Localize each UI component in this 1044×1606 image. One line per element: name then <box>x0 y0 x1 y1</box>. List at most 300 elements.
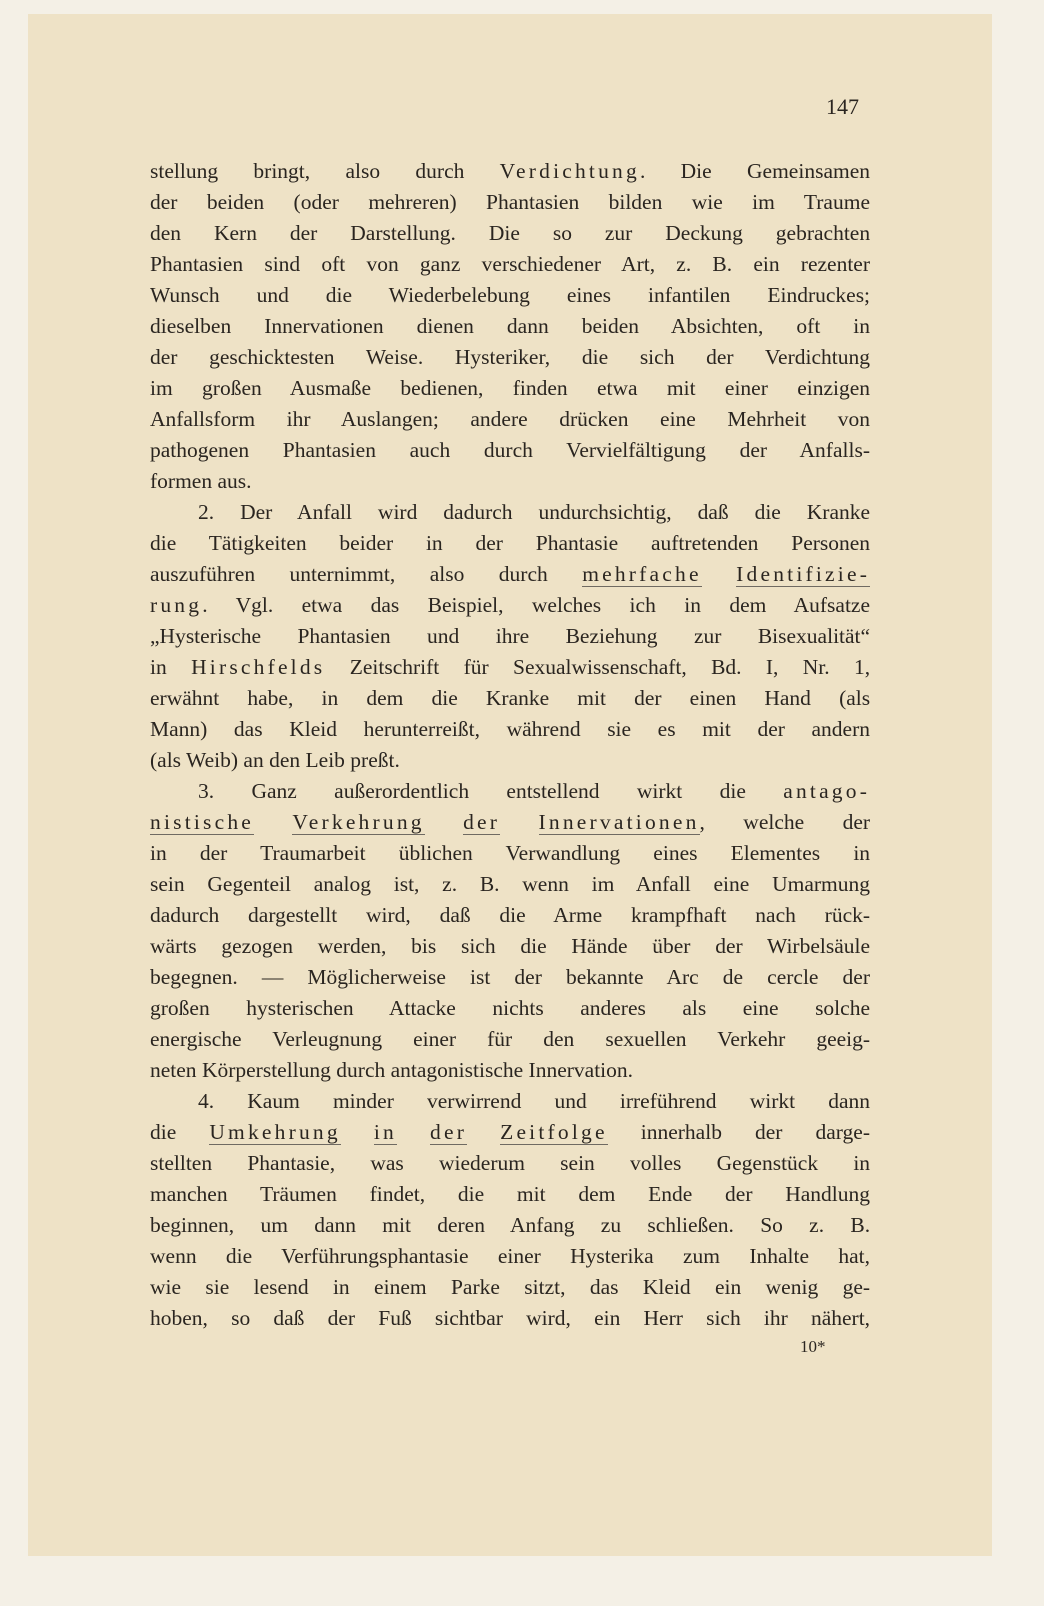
word: Zeitschrift <box>349 655 440 679</box>
word: Wunsch <box>150 283 220 307</box>
word: dann <box>314 1213 356 1237</box>
word: Hände <box>571 934 628 958</box>
text-line <box>150 838 870 869</box>
word: das <box>233 717 263 741</box>
word: Leib <box>305 748 345 772</box>
word: einzigen <box>797 376 871 400</box>
word: Körperstellung <box>201 1058 331 1082</box>
word: 4. <box>198 1089 215 1113</box>
text-line <box>150 745 870 776</box>
text-line <box>150 156 870 187</box>
word: die <box>499 903 526 927</box>
word: andern <box>811 717 870 741</box>
word: durch <box>498 562 548 586</box>
word: die <box>520 934 547 958</box>
word: für <box>463 655 489 679</box>
word: so <box>552 221 572 245</box>
word: ihre <box>495 624 530 648</box>
word: mehreren) <box>368 190 457 214</box>
word: bedienen, <box>400 376 484 400</box>
word: Phantasien <box>282 438 376 462</box>
word: Phantasie <box>535 531 619 555</box>
word: sexuellen <box>605 1027 687 1051</box>
word: Kleid <box>289 717 337 741</box>
word: beginnen, <box>150 1213 235 1237</box>
word: minder <box>332 1089 394 1113</box>
word: habe, <box>247 686 294 710</box>
word: Bisexualität“ <box>757 624 871 648</box>
word: z. <box>809 1213 825 1237</box>
word: der <box>475 531 503 555</box>
word: wird, <box>526 1306 571 1330</box>
emphasized-word: rung <box>150 593 203 617</box>
word: Handlung <box>785 1182 871 1206</box>
word: Kranke <box>806 500 871 524</box>
word: der <box>739 438 768 462</box>
word: „Hysterische <box>150 624 262 648</box>
word: so <box>231 1306 251 1330</box>
word: Gegenstück <box>716 1151 819 1175</box>
word: Wiederbelebung <box>388 283 530 307</box>
word: Anfall <box>635 872 691 896</box>
word: stellung <box>150 159 219 183</box>
word: Kleid <box>642 1275 691 1299</box>
word: unternimmt, <box>289 562 396 586</box>
word: lesend <box>253 1275 309 1299</box>
word: Arme <box>553 903 603 927</box>
text-line <box>150 1148 870 1179</box>
word: beider <box>339 531 394 555</box>
word: hat, <box>838 1244 870 1268</box>
word: Art, <box>621 252 656 276</box>
word: Verführungsphantasie <box>281 1244 469 1268</box>
text-line <box>150 1117 870 1148</box>
word: wie <box>691 190 723 214</box>
word: die <box>457 1182 485 1206</box>
emphasized-word: Verkehrung <box>292 810 425 834</box>
word: der <box>634 686 662 710</box>
word: sind <box>264 252 301 276</box>
word: de <box>722 965 744 989</box>
word: den <box>150 221 182 245</box>
word: ist, <box>393 872 420 896</box>
emphasized-word: nistische <box>150 810 255 834</box>
word: preßt. <box>350 748 400 772</box>
word: die <box>225 1244 253 1268</box>
word: Phantasien <box>486 190 580 214</box>
page-number: 147 <box>826 94 859 119</box>
word: und <box>427 624 460 648</box>
word: oft <box>796 314 821 338</box>
word: Innervation. <box>528 1058 634 1082</box>
word: So <box>760 1213 783 1237</box>
text-line <box>150 497 870 528</box>
word: Herr <box>643 1306 683 1330</box>
word: wenig <box>765 1275 819 1299</box>
emphasized-word: Identifizie- <box>736 562 871 586</box>
word: nähert, <box>810 1306 871 1330</box>
word: eines <box>653 841 698 865</box>
word: großen <box>150 996 210 1020</box>
word: und <box>256 283 289 307</box>
word: undurchsichtig, <box>538 500 672 524</box>
text-line <box>150 466 870 497</box>
text-line <box>150 931 870 962</box>
word: im <box>150 376 173 400</box>
word: der <box>514 965 542 989</box>
word: Verleugnung <box>272 1027 383 1051</box>
word: wie <box>150 1275 182 1299</box>
word: welches <box>531 593 602 617</box>
word: der <box>757 717 785 741</box>
word: bilden <box>608 190 663 214</box>
word: B. <box>712 252 733 276</box>
word: — <box>261 965 284 989</box>
word: energische <box>150 1027 242 1051</box>
word: Absichten, <box>670 314 764 338</box>
text-line <box>150 1303 870 1334</box>
text-line <box>150 714 870 745</box>
text-line <box>150 404 870 435</box>
word: Anfall <box>297 500 352 524</box>
text-line <box>150 1210 870 1241</box>
word: sie <box>205 1275 230 1299</box>
word: sich <box>706 1306 741 1330</box>
word: während <box>506 717 581 741</box>
word: herunterreißt, <box>363 717 480 741</box>
emphasized-word: Verdichtung <box>499 159 640 183</box>
word: den <box>543 1027 575 1051</box>
word: dem <box>729 593 767 617</box>
word: B. <box>850 1213 871 1237</box>
word: volles <box>630 1151 682 1175</box>
word: wirkt <box>749 1089 796 1113</box>
word: gezogen <box>221 934 293 958</box>
word: Verkehr <box>717 1027 786 1051</box>
text-line <box>150 807 870 838</box>
text-line <box>150 559 870 590</box>
word: die <box>754 500 781 524</box>
word: dadurch <box>443 500 513 524</box>
word: Hysteriker, <box>454 345 551 369</box>
word: mit <box>666 376 696 400</box>
word: Wirbelsäule <box>767 934 871 958</box>
word: (oder <box>293 190 339 214</box>
word: wiederum <box>438 1151 525 1175</box>
text-line <box>150 218 870 249</box>
word: dem <box>366 686 404 710</box>
word: dann <box>506 314 549 338</box>
word: daß <box>697 500 729 524</box>
text-line <box>150 1241 870 1272</box>
word: 1, <box>853 655 871 679</box>
word: Ganz <box>251 779 297 803</box>
word: mit <box>516 1182 546 1206</box>
word: Die <box>680 159 712 183</box>
word: Beispiel, <box>427 593 504 617</box>
word: durch <box>415 159 465 183</box>
word: stellten <box>150 1151 213 1175</box>
word: oft <box>321 252 346 276</box>
emphasized-word: Umkehrung <box>209 1120 341 1144</box>
signature-mark: 10* <box>800 1337 826 1356</box>
word: Mann) <box>150 717 208 741</box>
word: pathogenen <box>150 438 250 462</box>
word: der <box>842 810 871 834</box>
word: Aufsatze <box>793 593 870 617</box>
emphasized-word: der <box>430 1120 468 1144</box>
word: einer <box>413 1027 457 1051</box>
word: entstellend <box>506 779 600 803</box>
word: dargestellt <box>248 903 338 927</box>
text-line <box>150 311 870 342</box>
word: formen <box>150 469 213 493</box>
text-line <box>150 776 870 807</box>
word: begegnen. <box>150 965 238 989</box>
word: hoben, <box>150 1306 208 1330</box>
word: welche <box>743 810 805 834</box>
word: wärts <box>150 934 197 958</box>
word: zur <box>693 624 722 648</box>
word: Innervationen <box>264 314 384 338</box>
word: der <box>715 934 743 958</box>
word: Vervielfältigung <box>566 438 706 462</box>
word: antagonistische <box>390 1058 524 1082</box>
word: für <box>487 1027 513 1051</box>
word: Möglicherweise <box>307 965 446 989</box>
word: wenn <box>150 1244 197 1268</box>
word: in <box>150 655 167 679</box>
emphasized-word: mehrfache <box>582 562 702 586</box>
text-line <box>150 435 870 466</box>
word: Phantasien <box>150 252 244 276</box>
word: eine <box>713 872 750 896</box>
word: in <box>321 686 339 710</box>
word: dem <box>578 1182 616 1206</box>
text-line <box>150 249 870 280</box>
word: durch <box>336 1058 386 1082</box>
word: Phantasien <box>297 624 391 648</box>
word: Umarmung <box>772 872 870 896</box>
word: im <box>591 872 615 896</box>
word: geeig- <box>816 1027 871 1051</box>
word: auszuführen <box>150 562 256 586</box>
word: 3. <box>198 779 215 803</box>
word: zu <box>600 1213 622 1237</box>
word: sie <box>607 717 632 741</box>
word: Deckung <box>665 221 743 245</box>
word: ihr <box>763 1306 788 1330</box>
word: findet, <box>369 1182 426 1206</box>
word: in <box>853 314 871 338</box>
word: der <box>199 841 228 865</box>
word: also <box>345 159 381 183</box>
word: der <box>327 1306 356 1330</box>
word: Hysterika <box>570 1244 654 1268</box>
word: deren <box>437 1213 485 1237</box>
word: solche <box>815 996 870 1020</box>
word: . <box>639 159 646 183</box>
word: Kaum <box>247 1089 300 1113</box>
word: , <box>699 810 705 834</box>
word: und <box>554 1089 587 1113</box>
word: Traume <box>803 190 870 214</box>
word: Ausmaße <box>289 376 372 400</box>
text-line <box>150 187 870 218</box>
word: bringt, <box>253 159 311 183</box>
text-line <box>150 1055 870 1086</box>
word: bis <box>411 934 437 958</box>
word: es <box>657 717 676 741</box>
word: die <box>150 1120 177 1144</box>
word: Tätigkeiten <box>208 531 307 555</box>
text-line <box>150 280 870 311</box>
word: Fuß <box>378 1306 412 1330</box>
word: einer <box>497 1244 541 1268</box>
text-line <box>150 1272 870 1303</box>
word: über <box>652 934 691 958</box>
word: in <box>425 531 443 555</box>
word: ein <box>753 252 780 276</box>
word: rück- <box>824 903 871 927</box>
body-text <box>150 156 870 1334</box>
word: analog <box>313 872 371 896</box>
word: sein <box>560 1151 595 1175</box>
word: z. <box>442 872 458 896</box>
word: dienen <box>416 314 474 338</box>
word: irreführend <box>619 1089 717 1113</box>
word: ein <box>715 1275 742 1299</box>
word: hysterischen <box>246 996 354 1020</box>
word: beiden <box>581 314 640 338</box>
word: sein <box>150 872 185 896</box>
emphasized-word: Innervationen <box>538 810 700 834</box>
word: auch <box>409 438 451 462</box>
word: einer <box>724 376 768 400</box>
word: das <box>370 593 400 617</box>
word: eine <box>660 407 696 431</box>
text-line <box>150 652 870 683</box>
word: verschiedener <box>481 252 602 276</box>
word: der <box>706 345 734 369</box>
word: ihr <box>286 407 311 431</box>
word: der <box>150 190 178 214</box>
text-line <box>150 900 870 931</box>
text-line <box>150 1086 870 1117</box>
word: finden <box>512 376 568 400</box>
word: Anfang <box>510 1213 575 1237</box>
text-line <box>150 683 870 714</box>
word: der <box>842 965 870 989</box>
word: drücken <box>559 407 629 431</box>
emphasized-word: Hirschfelds <box>191 655 326 679</box>
word: Eindruckes; <box>767 283 871 307</box>
word: ich <box>629 593 656 617</box>
word: dann <box>828 1089 871 1113</box>
word: innerhalb <box>640 1120 722 1144</box>
word: neten <box>150 1058 197 1082</box>
word: in <box>853 1151 871 1175</box>
word: geschicktesten <box>209 345 335 369</box>
word: Ende <box>648 1182 693 1206</box>
word: Sexualwissenschaft, <box>513 655 687 679</box>
word: mit <box>382 1213 411 1237</box>
word: (als <box>839 686 871 710</box>
word: Gemeinsamen <box>747 159 871 183</box>
word: erwähnt <box>150 686 220 710</box>
word: auftretenden <box>650 531 759 555</box>
word: der <box>150 345 178 369</box>
word: im <box>752 190 775 214</box>
word: wenn <box>522 872 569 896</box>
word: Attacke <box>388 996 456 1020</box>
word: Beziehung <box>565 624 658 648</box>
word: Nr. <box>802 655 830 679</box>
word: der <box>289 221 318 245</box>
word: wirkt <box>636 779 683 803</box>
text-line <box>150 590 870 621</box>
word: in <box>684 593 701 617</box>
emphasized-word: der <box>463 810 501 834</box>
word: Weib) <box>186 748 239 772</box>
word: verwirrend <box>427 1089 522 1113</box>
word: Kern <box>213 221 257 245</box>
word: zur <box>604 221 633 245</box>
word: Kranke <box>485 686 550 710</box>
word: (als <box>150 748 182 772</box>
word: anderes <box>580 996 646 1020</box>
word: wird <box>377 500 418 524</box>
word: Träumen <box>259 1182 337 1206</box>
word: wird, <box>365 903 411 927</box>
word: Vgl. <box>235 593 274 617</box>
word: gebrachten <box>775 221 871 245</box>
word: einen <box>689 686 737 710</box>
word: mit <box>702 717 731 741</box>
text-line <box>150 1024 870 1055</box>
word: Phantasie, <box>247 1151 336 1175</box>
word: nichts <box>492 996 544 1020</box>
word: Traumarbeit <box>260 841 366 865</box>
word: durch <box>483 438 533 462</box>
word: zum <box>683 1244 721 1268</box>
text-line <box>150 869 870 900</box>
word: großen <box>202 376 262 400</box>
word: etwa <box>596 376 638 400</box>
word: werden, <box>317 934 387 958</box>
word: infantilen <box>647 283 731 307</box>
word: Weise. <box>365 345 424 369</box>
emphasized-word: Zeitfolge <box>500 1120 608 1144</box>
word: in <box>332 1275 350 1299</box>
word: was <box>370 1151 404 1175</box>
word: von <box>366 252 399 276</box>
word: daß <box>273 1306 305 1330</box>
word: beiden <box>206 190 265 214</box>
word: die <box>719 779 746 803</box>
word: Gegenteil <box>207 872 291 896</box>
text-line <box>150 342 870 373</box>
word: Anfalls- <box>799 438 870 462</box>
word: Darstellung. <box>350 221 456 245</box>
word: Der <box>240 500 273 524</box>
word: Arc <box>666 965 699 989</box>
word: Die <box>488 221 520 245</box>
word: rezenter <box>800 252 870 276</box>
word: 2. <box>198 500 215 524</box>
word: als <box>682 996 707 1020</box>
word: das <box>589 1275 619 1299</box>
